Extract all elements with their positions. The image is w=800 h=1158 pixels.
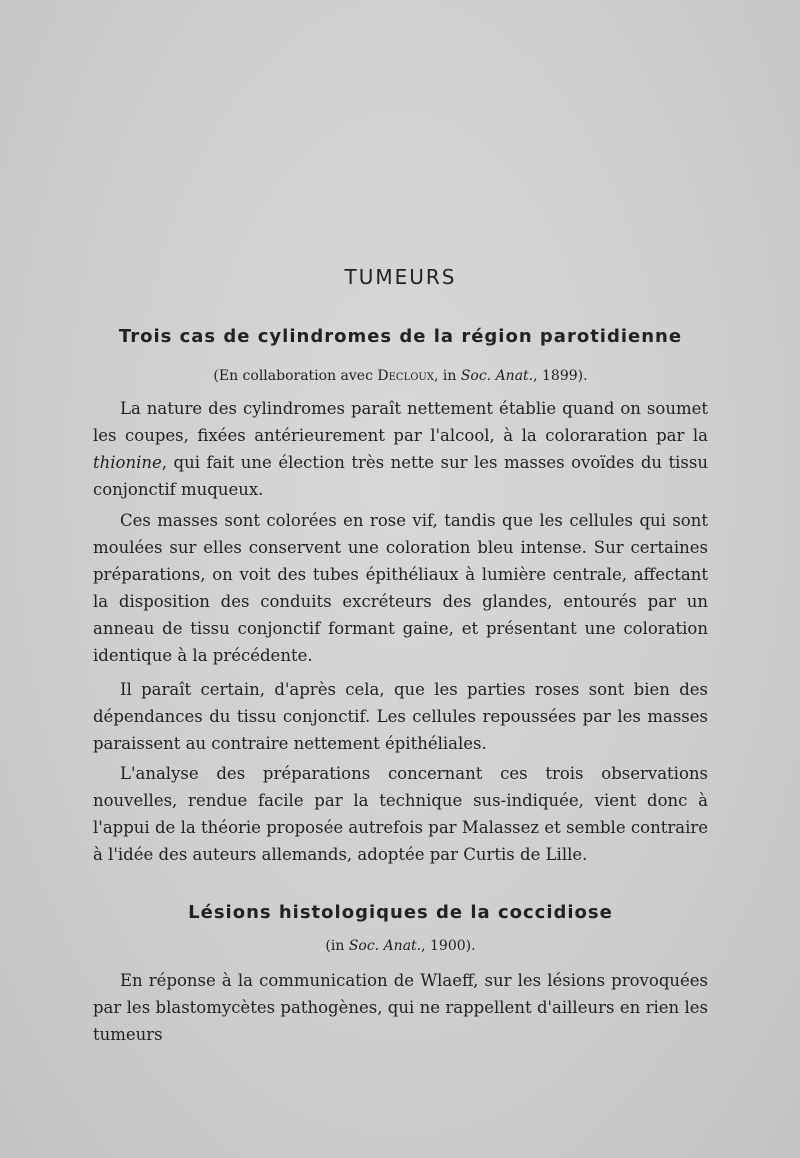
paragraph: Il paraît certain, d'après cela, que les parties roses sont bien des dépendances du tissu conjonctif. Les cellules repoussées par les masses paraissent au contraire nettement épithéliales. xyxy=(93,680,708,753)
reference-mid: , in xyxy=(433,368,461,384)
reference-journal: Soc. Anat. xyxy=(460,368,534,384)
reference-suffix: , 1899). xyxy=(533,368,588,384)
article-reference-cylindromes xyxy=(93,368,708,384)
section-title: TUMEURS xyxy=(344,265,457,289)
article-title-coccidiose: Lésions histologiques de la coccidiose xyxy=(188,902,613,923)
paragraph: Ces masses sont colorées en rose vif, tandis que les cellules qui sont moulées sur elles conservent une coloration bleu intense. Sur certaines préparations, on voit des tubes épithéliaux à lumière centrale, affectant la disposition des conduits excréteurs des glandes, entourés par un anneau de tissu conjonctif formant gaine, et présentant une coloration identique à la précédente. xyxy=(93,511,708,665)
paragraph: En réponse à la communication de Wlaeff, sur les lésions provoquées par les blastomycètes pathogènes, qui ne rappellent d'ailleurs en rien les tumeurs xyxy=(93,971,708,1044)
paragraph-text: La nature des cylindromes paraît nettement établie quand on soumet les coupes, fixées antérieurement par l'alcool, à la coloraration par la xyxy=(93,399,708,445)
paragraph xyxy=(93,395,708,503)
reference-suffix: , 1900). xyxy=(421,938,476,954)
reference-prefix: (in xyxy=(325,938,349,954)
reference-author: Decloux xyxy=(377,368,434,384)
paragraph-text: , qui fait une élection très nette sur les masses ovoïdes du tissu conjonctif muqueux. xyxy=(93,453,708,499)
reference-prefix: (En collaboration avec xyxy=(213,368,378,384)
article-reference-coccidiose xyxy=(93,938,708,954)
article-title-cylindromes: Trois cas de cylindromes de la région parotidienne xyxy=(118,326,683,347)
paragraph: L'analyse des préparations concernant ces trois observations nouvelles, rendue facile par la technique sus-indiquée, vient donc à l'appui de la théorie proposée autrefois par Malassez et semble contraire à l'idée des auteurs allemands, adoptée par Curtis de Lille. xyxy=(93,764,708,864)
paragraph-italic: thionine xyxy=(93,453,162,472)
reference-journal: Soc. Anat. xyxy=(348,938,422,954)
